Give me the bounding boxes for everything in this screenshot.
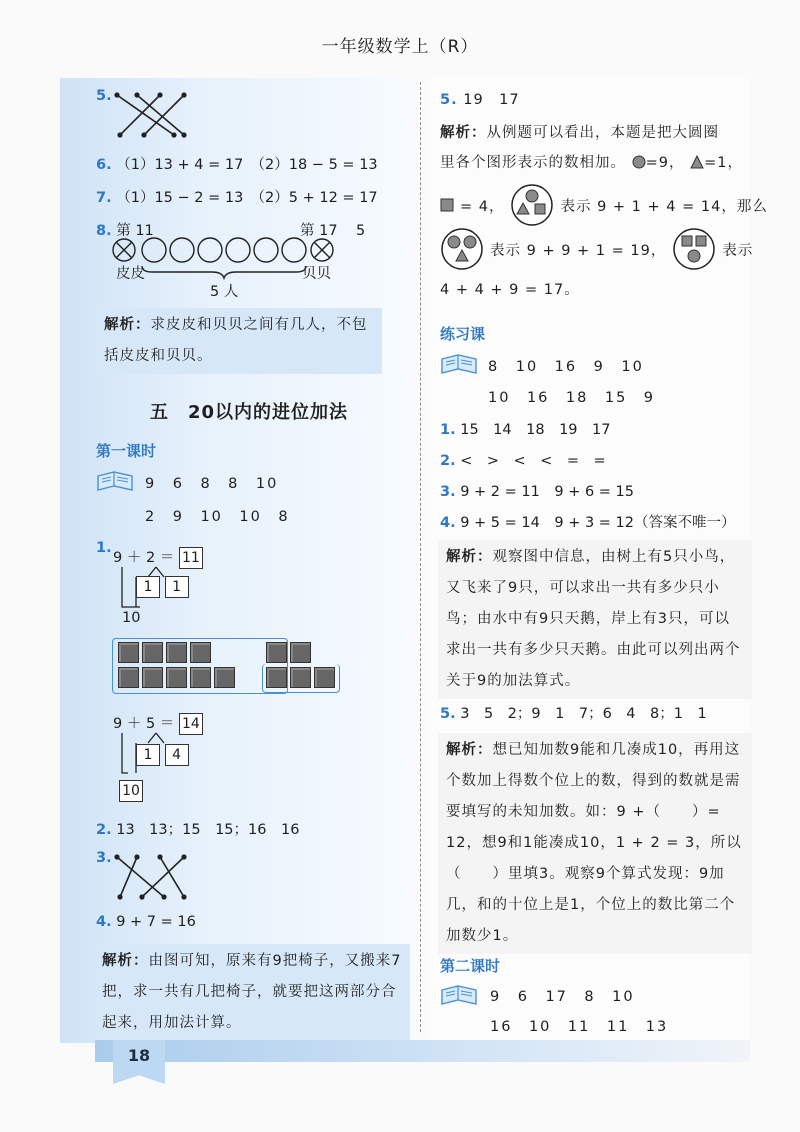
match-line: [120, 857, 137, 897]
person-circle: [198, 238, 222, 262]
split-box: 1: [136, 744, 160, 766]
explanation-label: 解析：: [446, 549, 493, 565]
person-circle: [142, 238, 166, 262]
match-dot: [134, 92, 139, 97]
expression-2: 表示 9 + 9 + 1 = 19，: [490, 242, 667, 259]
explanation-label: 解析：: [102, 953, 149, 969]
column-divider: [420, 82, 421, 1032]
r-expression-last: 4 + 4 + 9 = 17。: [440, 282, 580, 298]
triangle-value: =1，: [704, 155, 743, 171]
cube-row-top: [118, 642, 211, 663]
explanation-box-1: [96, 308, 382, 374]
expression-3: 表示: [722, 242, 754, 259]
shape-group-circle-icon: [440, 227, 484, 271]
q1-ten-1: 10: [122, 610, 141, 626]
p1-number: 1.: [440, 422, 456, 438]
circle-shape-icon: [632, 155, 646, 169]
p1-line: [440, 418, 610, 439]
cube-row-top-right: [266, 642, 311, 663]
match-dot: [114, 92, 119, 97]
p3-line: [440, 480, 634, 501]
q8-label-right: 第 17: [300, 223, 338, 239]
q1-number: 1.: [96, 540, 112, 556]
split-box: 1: [136, 576, 160, 598]
circle-value: =9，: [645, 155, 685, 171]
match-line: [117, 857, 164, 897]
chapter-title: 五 20以内的进位加法: [150, 402, 349, 423]
square-shape-icon: [440, 198, 454, 212]
lesson2-title: 第二课时: [440, 957, 501, 975]
q8-name-left: 皮皮: [116, 266, 145, 282]
cube: [190, 667, 211, 688]
open-book-icon: [440, 351, 478, 377]
warmup-row-1: 9 6 8 8 10: [145, 476, 279, 492]
explanation-label: 解析：: [440, 125, 487, 141]
explanation-box-2: [94, 944, 410, 1041]
match-dot: [181, 92, 186, 97]
q5-number: 5.: [96, 88, 112, 104]
q4-line: [96, 914, 196, 930]
p4-answer: 9 + 5 = 14 9 + 3 = 12（答案不唯一）: [460, 515, 736, 531]
q4-number: 4.: [96, 914, 112, 930]
r-explanation-3: [440, 118, 752, 178]
cube: [214, 667, 235, 688]
cube-row-bottom: [118, 667, 235, 688]
shape-group-circle-icon: [672, 227, 716, 271]
cube: [166, 667, 187, 688]
explanation-line: [440, 118, 752, 148]
match-dot: [134, 854, 139, 859]
q7-number: 7.: [96, 190, 112, 206]
person-circle: [226, 238, 250, 262]
person-circle: [254, 238, 278, 262]
match-dot: [139, 894, 144, 899]
explanation-line: [440, 148, 752, 178]
explanation-text: 求皮皮和贝贝之间有几人，不包括皮皮和贝贝。: [104, 317, 368, 364]
person-circle: [282, 238, 306, 262]
q3-matching-lines: [112, 852, 192, 902]
cube: [266, 642, 287, 663]
page-header: 一年级数学上（R）: [321, 37, 479, 57]
q1-split-1: [136, 576, 189, 598]
q2-line: [96, 818, 299, 839]
explanation-text: 想已知加数9能和几凑成10，再用这个数加上得数个位上的数，得到的数就是需要填写的未知加数。如：9 +（ ）= 12，想9和1能凑成10，1 + 2 = 3，所以（ ）里填3。观察9个算式发现：9加几，和的十位上是1，个位上的数比第二个加数少1。: [446, 742, 742, 944]
explanation-text: 里各个图形表示的数相加。: [440, 155, 626, 171]
equation-text: 9 ＋ 5 ＝: [113, 716, 175, 732]
r-q5-line: [440, 85, 752, 115]
p3-answer: 9 + 2 = 11 9 + 6 = 15: [460, 484, 634, 500]
q1-split-2: [136, 744, 189, 766]
cube: [118, 642, 139, 663]
q1-ten-2: [119, 780, 143, 802]
r-q5-answer: 19 17: [463, 92, 520, 108]
match-dot: [171, 132, 176, 137]
r-q5-number: 5.: [440, 92, 458, 108]
q8-number: 8.: [96, 223, 112, 239]
p2-number: 2.: [440, 453, 456, 469]
cube: [290, 642, 311, 663]
p2-line: [440, 449, 606, 470]
match-dot: [141, 132, 146, 137]
answer-box: 14: [179, 713, 203, 735]
cube: [266, 667, 287, 688]
page-number: 18: [127, 1046, 151, 1065]
person-circle: [170, 238, 194, 262]
q3-number: 3.: [96, 850, 112, 866]
match-dot: [181, 894, 186, 899]
q8-label-left: 第 11: [116, 223, 154, 239]
p5-answer: 3 5 2；9 1 7；6 4 8；1 1: [460, 706, 707, 722]
open-book-icon: [96, 468, 134, 494]
r-shape-line-1: [440, 182, 768, 228]
match-dot: [181, 132, 186, 137]
square-value: = 4，: [460, 198, 505, 215]
match-dot: [157, 854, 162, 859]
ten-box: 10: [119, 780, 143, 802]
explanation-box-5: [438, 733, 752, 954]
p4-line: [440, 511, 736, 532]
p4-number: 4.: [440, 515, 456, 531]
brace: [142, 266, 306, 278]
p5-line: [440, 702, 707, 723]
match-dot: [117, 132, 122, 137]
explanation-text: 由图可知，原来有9把椅子，又搬来7把，求一共有几把椅子，就要把这两部分合起来，用加法计算。: [102, 953, 402, 1031]
q6-number: 6.: [96, 157, 112, 173]
match-dot: [161, 894, 166, 899]
practice-row-2: 10 16 18 15 9: [488, 390, 656, 406]
split-box: 4: [165, 744, 189, 766]
p2-answer: < > < < = =: [460, 453, 606, 469]
r-shape-line-2: [440, 226, 753, 272]
explanation-label: 解析：: [104, 317, 151, 333]
practice-title: 练习课: [440, 325, 486, 343]
q7-answer: （1）15 − 2 = 13 （2）5 + 12 = 17: [116, 190, 378, 206]
cube-row-bottom-right: [266, 667, 335, 688]
cube: [118, 667, 139, 688]
shape-group-circle-icon: [510, 183, 554, 227]
q6-answer: （1）13 + 4 = 17 （2）18 − 5 = 13: [116, 157, 378, 173]
answer-box: 11: [179, 547, 203, 569]
practice-row-1: 8 10 16 9 10: [488, 359, 644, 375]
q2-number: 2.: [96, 822, 112, 838]
cube: [190, 642, 211, 663]
q4-answer: 9 + 7 = 16: [116, 914, 196, 930]
cube: [142, 667, 163, 688]
cube: [290, 667, 311, 688]
lesson1-title: 第一课时: [96, 442, 157, 460]
q6-line: [96, 153, 378, 174]
q5-matching-lines: [112, 90, 192, 140]
cube: [166, 642, 187, 663]
warmup2-row-1: 9 6 17 8 10: [490, 989, 635, 1005]
match-dot: [114, 854, 119, 859]
cube: [142, 642, 163, 663]
expression-1: 表示 9 + 1 + 4 = 14，那么: [560, 198, 768, 215]
p1-answer: 15 14 18 19 17: [460, 422, 611, 438]
match-dot: [157, 92, 162, 97]
p5-number: 5.: [440, 706, 456, 722]
match-dot: [181, 854, 186, 859]
triangle-shape-icon: [690, 155, 704, 169]
bottom-decor-strip: [95, 1040, 750, 1062]
equation-text: 9 ＋ 2 ＝: [113, 550, 175, 566]
p3-number: 3.: [440, 484, 456, 500]
explanation-text: 从例题可以看出，本题是把大圆圈: [486, 125, 719, 141]
split-box: 1: [165, 576, 189, 598]
q8-brace-label: 5 人: [210, 284, 239, 300]
q8-name-right: 贝贝: [302, 266, 331, 282]
open-book-icon: [440, 982, 478, 1008]
q8-answer: 5: [356, 223, 366, 239]
cube: [314, 667, 335, 688]
explanation-label: 解析：: [446, 742, 493, 758]
q2-answer: 13 13；15 15；16 16: [116, 822, 300, 838]
explanation-text: 观察图中信息，由树上有5只小鸟，又飞来了9只，可以求出一共有多少只小鸟；由水中有9只天鹅，岸上有3只，可以求出一共有多少只天鹅。由此可以列出两个关于9的加法算式。: [446, 549, 741, 689]
q7-line: [96, 186, 378, 207]
match-dot: [117, 894, 122, 899]
warmup2-row-2: 16 10 11 11 13: [490, 1019, 669, 1035]
explanation-box-4: [438, 540, 752, 699]
warmup-row-2: 2 9 10 10 8: [145, 509, 290, 525]
